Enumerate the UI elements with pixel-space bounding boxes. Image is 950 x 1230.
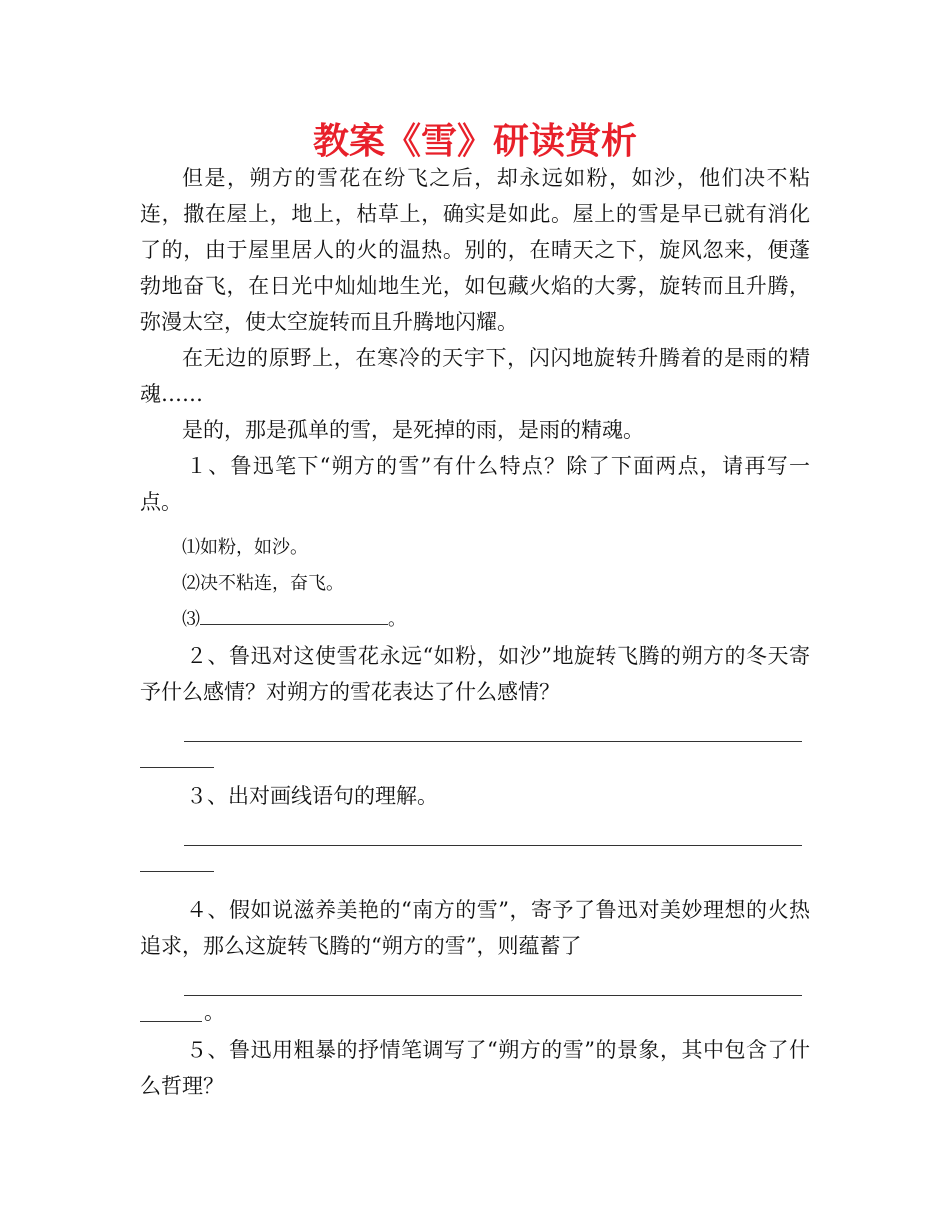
passage-paragraph-2: 在无边的原野上，在寒冷的天宇下，闪闪地旋转升腾着的是雨的精魂…… xyxy=(140,346,810,406)
question-1: １、鲁迅笔下“朔方的雪”有什么特点？除了下面两点，请再写一点。 xyxy=(140,454,810,514)
document-body xyxy=(140,160,810,1104)
answer-line-2-cont[interactable] xyxy=(140,748,810,778)
item-3-end: 。 xyxy=(388,609,406,630)
answer-line-4-cont[interactable] xyxy=(140,1002,810,1032)
answer-blank-1[interactable] xyxy=(200,606,388,625)
question-3: ３、出对画线语句的理解。 xyxy=(186,784,438,808)
question-4-end: 。 xyxy=(204,1000,225,1024)
answer-line-4[interactable] xyxy=(184,964,810,1002)
question-2: ２、鲁迅对这使雪花永远“如粉，如沙”地旋转飞腾的朔方的冬天寄予什么感情？对朔方的雪花表达了什么感情？ xyxy=(140,644,810,704)
question-5: ５、鲁迅用粗暴的抒情笔调写了“朔方的雪”的景象，其中包含了什么哲理？ xyxy=(140,1038,810,1098)
question-1-item-3 xyxy=(140,602,810,638)
question-1-item-2: ⑵决不粘连，奋飞。 xyxy=(182,573,344,594)
item-3-number: ⑶ xyxy=(182,609,200,630)
answer-line-2[interactable] xyxy=(184,710,810,748)
answer-line-3[interactable] xyxy=(184,814,810,852)
question-1-item-1: ⑴如粉，如沙。 xyxy=(182,537,308,558)
question-4: ４、假如说滋养美艳的“南方的雪”，寄予了鲁迅对美妙理想的火热追求，那么这旋转飞腾的“朔方的雪”，则蕴蓄了 xyxy=(140,898,810,958)
passage-paragraph-1: 但是，朔方的雪花在纷飞之后，却永远如粉，如沙，他们决不粘连，撒在屋上，地上，枯草上，确实是如此。屋上的雪是早已就有消化了的，由于屋里居人的火的温热。别的，在晴天之下，旋风忽来，便蓬勃地奋飞，在日光中灿灿地生光，如包藏火焰的大雾，旋转而且升腾，弥漫太空，使太空旋转而且升腾地闪耀。 xyxy=(140,166,810,334)
document-title: 教案《雪》研读赏析 xyxy=(312,121,637,162)
answer-line-3-cont[interactable] xyxy=(140,852,810,882)
passage-paragraph-3: 是的，那是孤单的雪，是死掉的雨，是雨的精魂。 xyxy=(182,418,644,442)
